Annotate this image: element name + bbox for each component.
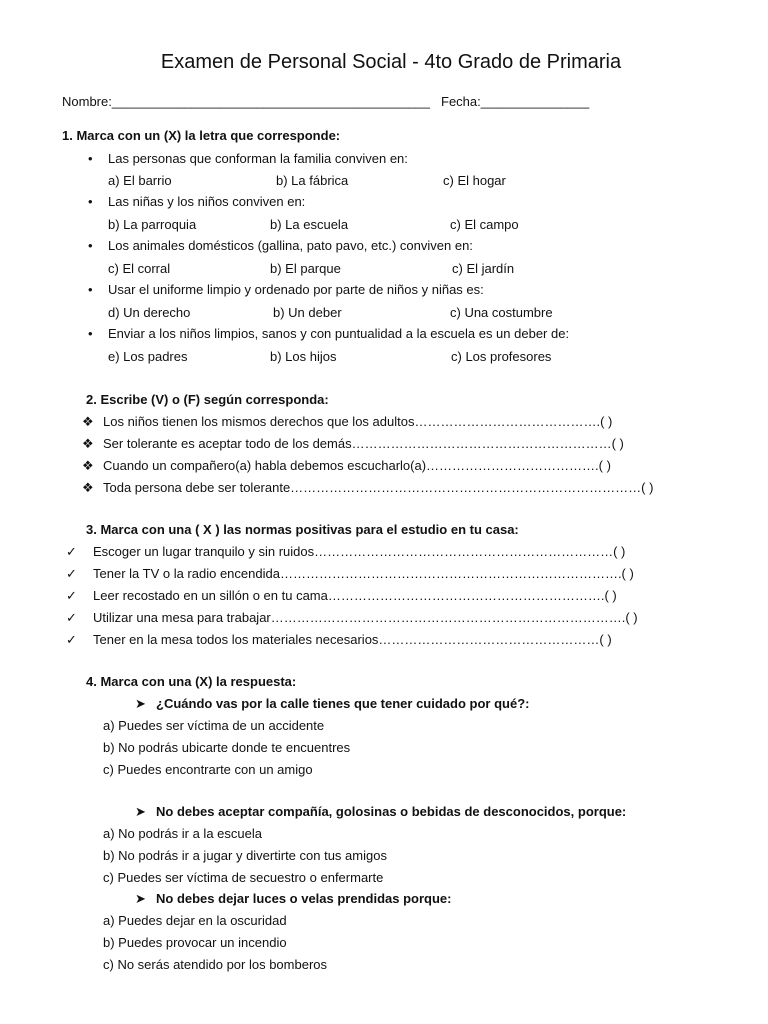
name-field-label: Nombre:____________________________________________: [62, 94, 430, 109]
q4-group-3-option-a: a) Puedes dejar en la oscuridad: [103, 913, 287, 928]
q1-item-1-option-c: c) El hogar: [443, 173, 506, 188]
date-field-label: Fecha:_______________: [441, 94, 590, 109]
checkmark-icon: ✓: [66, 566, 77, 581]
q4-group-2-question: No debes aceptar compañía, golosinas o bebidas de desconocidos, porque:: [156, 804, 627, 819]
q1-item-3-option-a: c) El corral: [108, 261, 171, 276]
q1-item-4-option-a: d) Un derecho: [108, 305, 191, 320]
q3-item-1: Escoger un lugar tranquilo y sin ruidos……………………………………………………………( ): [93, 544, 626, 559]
checkmark-icon: ✓: [66, 588, 77, 603]
q1-item-5-option-b: b) Los hijos: [270, 349, 337, 364]
checkmark-icon: ✓: [66, 544, 77, 559]
q1-item-5-option-a: e) Los padres: [108, 349, 188, 364]
q3-item-2: Tener la TV o la radio encendida…………………………………………………………………….( ): [93, 566, 634, 581]
q1-item-3-option-b: b) El parque: [270, 261, 341, 276]
q1-item-2-option-b: b) La escuela: [270, 217, 349, 232]
checkmark-icon: ✓: [66, 610, 77, 625]
bullet-icon: •: [88, 282, 93, 297]
q1-item-5-prompt: Enviar a los niños limpios, sanos y con puntualidad a la escuela es un deber de:: [108, 326, 570, 341]
q1-item-5-option-c: c) Los profesores: [451, 349, 552, 364]
q1-item-4-option-b: b) Un deber: [273, 305, 342, 320]
diamond-bullet-icon: ❖: [82, 480, 94, 495]
q4-group-1-question: ¿Cuándo vas por la calle tienes que tener cuidado por qué?:: [156, 696, 530, 711]
q3-item-5: Tener en la mesa todos los materiales necesarios……………………………………………( ): [93, 632, 612, 647]
q1-item-4-prompt: Usar el uniforme limpio y ordenado por parte de niños y niñas es:: [108, 282, 484, 297]
page-title: Examen de Personal Social - 4to Grado de Primaria: [160, 51, 622, 73]
q4-group-1-option-a: a) Puedes ser víctima de un accidente: [103, 718, 325, 733]
q1-item-1-prompt: Las personas que conforman la familia conviven en:: [108, 151, 408, 166]
q4-group-3-question: No debes dejar luces o velas prendidas porque:: [156, 891, 452, 906]
q1-item-3-prompt: Los animales domésticos (gallina, pato pavo, etc.) conviven en:: [108, 238, 473, 253]
q1-item-4-option-c: c) Una costumbre: [450, 305, 553, 320]
q1-item-1-option-a: a) El barrio: [108, 173, 172, 188]
q3-item-4: Utilizar una mesa para trabajar……………………………………………………………………….( ): [93, 610, 638, 625]
q3-heading: 3. Marca con una ( X ) las normas positivas para el estudio en tu casa:: [86, 522, 519, 537]
q1-item-1-option-b: b) La fábrica: [276, 173, 349, 188]
q1-item-2-prompt: Las niñas y los niños conviven en:: [108, 194, 306, 209]
q4-group-3-option-b: b) Puedes provocar un incendio: [103, 935, 287, 950]
q1-item-2-option-a: b) La parroquia: [108, 217, 197, 232]
q2-item-4: Toda persona debe ser tolerante………………………………………………………………………( ): [103, 480, 654, 495]
arrow-bullet-icon: ➤: [135, 804, 146, 819]
q2-heading: 2. Escribe (V) o (F) según corresponda:: [86, 392, 329, 407]
q2-item-1: Los niños tienen los mismos derechos que los adultos…………………………………….( ): [103, 414, 613, 429]
q1-item-2-option-c: c) El campo: [450, 217, 519, 232]
bullet-icon: •: [88, 151, 93, 166]
q4-group-3-option-c: c) No serás atendido por los bomberos: [103, 957, 328, 972]
q2-item-2: Ser tolerante es aceptar todo de los demás……………………………………………………( ): [103, 436, 624, 451]
arrow-bullet-icon: ➤: [135, 891, 146, 906]
checkmark-icon: ✓: [66, 632, 77, 647]
diamond-bullet-icon: ❖: [82, 458, 94, 473]
diamond-bullet-icon: ❖: [82, 436, 94, 451]
q4-group-2-option-b: b) No podrás ir a jugar y divertirte con tus amigos: [103, 848, 387, 863]
q2-item-3: Cuando un compañero(a) habla debemos escucharlo(a)………………………………….( ): [103, 458, 611, 473]
q4-group-1-option-b: b) No podrás ubicarte donde te encuentres: [103, 740, 351, 755]
bullet-icon: •: [88, 326, 93, 341]
q4-group-2-option-a: a) No podrás ir a la escuela: [103, 826, 262, 841]
diamond-bullet-icon: ❖: [82, 414, 94, 429]
arrow-bullet-icon: ➤: [135, 696, 146, 711]
bullet-icon: •: [88, 194, 93, 209]
q4-group-1-option-c: c) Puedes encontrarte con un amigo: [103, 762, 313, 777]
q1-heading: 1. Marca con un (X) la letra que corresponde:: [62, 128, 341, 143]
q3-item-3: Leer recostado en un sillón o en tu cama……………………………………………………….( ): [93, 588, 617, 603]
q4-group-2-option-c: c) Puedes ser víctima de secuestro o enfermarte: [103, 870, 384, 885]
bullet-icon: •: [88, 238, 93, 253]
q1-item-3-option-c: c) El jardín: [452, 261, 515, 276]
q4-heading: 4. Marca con una (X) la respuesta:: [86, 674, 297, 689]
